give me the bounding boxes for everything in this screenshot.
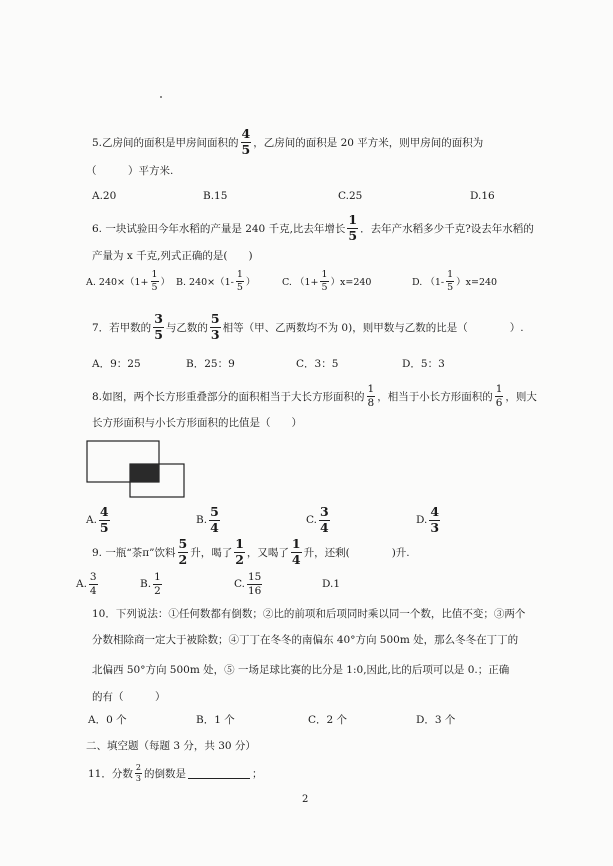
numerator: 3: [89, 571, 97, 583]
q5-option-a: A.20: [92, 190, 117, 202]
numerator: 4: [241, 126, 251, 141]
q11-text3: ；: [251, 768, 263, 780]
q7-line1: [92, 313, 524, 341]
q5-option-c: C.25: [338, 190, 363, 202]
option-label: D.: [416, 514, 428, 526]
q9-fraction3: [291, 538, 302, 566]
q7-option-a: A．9：25: [92, 358, 141, 370]
numerator: 1: [495, 383, 503, 395]
numerator: 1: [235, 536, 244, 551]
q6-option-a: [86, 270, 170, 292]
option-fraction: [153, 572, 162, 596]
numerator: 1: [348, 212, 358, 227]
q10-line3: 北偏西 50°方向 500m 处，⑤ 一场足球比赛的比分是 1:0,因此,比的后项可以是 0.；正确: [92, 664, 510, 676]
q8-fraction2: [495, 384, 504, 408]
option-fraction: [247, 572, 262, 596]
q6-b-suffix: ）: [245, 277, 256, 288]
q7-text3: 相等（甲、乙两数均不为 0)，则甲数与乙数的比是（ ）.: [222, 321, 524, 334]
denominator: 3: [210, 326, 220, 342]
q5-line2: [86, 163, 173, 178]
q8-text4: 长方形面积与小长方形面积的比值是（ ）: [92, 417, 302, 429]
q6-c-suffix: ）x=240: [330, 277, 372, 288]
q6-text2: ．去年产水稻多少千克?设去年水稻的: [360, 222, 534, 235]
denominator: 5: [236, 281, 243, 293]
q5-fraction: [241, 128, 252, 156]
q6-b-prefix: B. 240×（1-: [176, 277, 234, 288]
q9-text2: 升，喝了: [190, 546, 233, 559]
q6-line2: [92, 248, 253, 263]
overlap-area: [130, 464, 159, 482]
q10-option-c: C．2 个: [308, 714, 348, 726]
q8-option-d: [416, 506, 442, 534]
q8-option-b: [196, 506, 222, 534]
numerator: 2: [135, 763, 141, 772]
denominator: 4: [320, 519, 329, 535]
option-label: C.: [306, 514, 317, 526]
numerator: 4: [99, 504, 109, 519]
denominator: 5: [321, 281, 328, 293]
scan-speck: [160, 96, 162, 98]
q10-line2: 分数相除商一定大于被除数；④丁丁在冬冬的南偏东 40°方向 500m 处，那么冬冬在丁丁的: [92, 634, 519, 646]
q9-line1: [92, 538, 410, 566]
denominator: 5: [447, 281, 454, 293]
q10-option-b: B．1 个: [196, 714, 235, 726]
q6-d-suffix: ）x=240: [456, 277, 498, 288]
q9-option-c: [234, 572, 264, 596]
option-label: A.: [76, 578, 87, 590]
q8-line1: [92, 384, 537, 408]
numerator: 1: [367, 383, 375, 395]
numerator: 3: [154, 311, 163, 326]
denominator: 16: [248, 584, 262, 597]
denominator: 5: [99, 519, 109, 535]
option-label: B.: [196, 514, 208, 526]
q10-line4: 的有（ ）: [92, 691, 166, 703]
q8-text2: ，相当于小长方形面积的: [377, 390, 493, 403]
denominator: 2: [154, 584, 161, 597]
q8-fraction1: [367, 384, 376, 408]
q10-line1: 10．下列说法：①任何数都有倒数；②比的前项和后项同时乘以同一个数，比值不变；③两个: [92, 608, 526, 620]
denominator: 4: [210, 519, 219, 535]
q5-option-b: B.15: [203, 190, 228, 202]
option-label: B.: [140, 578, 152, 590]
numerator: 1: [236, 269, 243, 280]
denominator: 5: [151, 281, 158, 293]
q5-option-d: D.16: [470, 190, 495, 202]
q7-text2: 与乙数的: [165, 321, 208, 334]
section-heading-fill-in: 二、填空题（每题 3 分，共 30 分）: [86, 740, 256, 752]
q5-text3: （ ）平方米.: [86, 165, 174, 177]
q11-text2: 的倒数是: [143, 768, 186, 780]
overlap-rectangles-figure: [86, 440, 196, 500]
q6-line1: [92, 214, 534, 242]
denominator: 3: [430, 519, 440, 535]
q11-line: [88, 764, 262, 783]
denominator: 2: [178, 551, 188, 567]
q7-fraction2: [210, 313, 221, 341]
denominator: 4: [89, 584, 97, 597]
q6-option-c: [282, 270, 371, 292]
q5-text1: 5.乙房间的面积是甲房间面积的: [92, 136, 239, 149]
q9-text1: 9. 一瓶“茶π”饮料: [92, 546, 176, 559]
q6-a-prefix: A. 240×（1+: [86, 277, 149, 288]
denominator: 4: [291, 551, 301, 567]
q7-fraction1: [153, 313, 164, 341]
q8-text1: 8.如图，两个长方形重叠部分的面积相当于大长方形面积的: [92, 390, 365, 403]
option-label: A.: [86, 514, 97, 526]
q6-fraction: [347, 214, 358, 242]
option-fraction: [99, 506, 110, 534]
q6-c-fraction: [320, 270, 328, 292]
q11-answer-blank[interactable]: [188, 768, 250, 779]
numerator: 3: [320, 504, 329, 519]
option-fraction: [209, 506, 220, 534]
page-number: 2: [302, 794, 309, 805]
q5-line1: [92, 128, 483, 156]
option-label: C.: [234, 578, 245, 590]
numerator: 15: [248, 571, 262, 583]
denominator: 5: [348, 227, 358, 243]
q9-option-b: [140, 572, 164, 596]
numerator: 5: [210, 311, 220, 326]
q8-option-a: [86, 506, 112, 534]
numerator: 5: [210, 504, 219, 519]
numerator: 1: [154, 571, 161, 583]
q6-d-fraction: [446, 270, 454, 292]
q8-text3: ，则大: [505, 390, 537, 403]
q11-text1: 11．分数: [88, 768, 133, 780]
q9-fraction2: [234, 538, 245, 566]
q11-fraction: [135, 764, 142, 783]
denominator: 8: [367, 396, 375, 409]
denominator: 2: [235, 551, 244, 567]
q7-option-c: C．3：5: [296, 358, 339, 370]
q7-option-b: B．25：9: [186, 358, 235, 370]
q6-option-b: [176, 270, 255, 292]
q6-d-prefix: D. （1-: [412, 277, 445, 288]
q9-option-d: D.1: [322, 578, 341, 590]
option-fraction: [429, 506, 440, 534]
q10-option-a: A．0 个: [88, 714, 127, 726]
denominator: 5: [154, 326, 163, 342]
denominator: 3: [135, 774, 141, 783]
q8-line2: [92, 415, 302, 430]
numerator: 1: [291, 536, 301, 551]
q8-option-c: [306, 506, 332, 534]
q6-text3: 产量为 x 千克,列式正确的是( ): [92, 250, 253, 262]
q6-a-fraction: [151, 270, 159, 292]
option-fraction: [319, 506, 330, 534]
q6-text1: 6. 一块试验田今年水稻的产量是 240 千克,比去年增长: [92, 222, 346, 235]
q7-option-d: D．5：3: [402, 358, 445, 370]
q6-c-prefix: C. （1+: [282, 277, 319, 288]
numerator: 5: [178, 536, 188, 551]
denominator: 5: [241, 141, 251, 157]
q9-text4: 升，还剩( )升.: [303, 546, 410, 559]
q5-text2: ，乙房间的面积是 20 平方米，则甲房间的面积为: [253, 136, 484, 149]
q6-a-suffix: ）: [160, 277, 171, 288]
q6-b-fraction: [236, 270, 244, 292]
numerator: 1: [321, 269, 328, 280]
q9-option-a: [76, 572, 100, 596]
q10-option-d: D．3 个: [416, 714, 456, 726]
q6-option-d: [412, 270, 497, 292]
q7-text1: 7．若甲数的: [92, 321, 152, 334]
q9-fraction1: [178, 538, 189, 566]
option-fraction: [89, 572, 98, 596]
numerator: 4: [430, 504, 440, 519]
denominator: 6: [495, 396, 503, 409]
q9-text3: ，又喝了: [246, 546, 289, 559]
numerator: 1: [151, 269, 158, 280]
numerator: 1: [447, 269, 454, 280]
